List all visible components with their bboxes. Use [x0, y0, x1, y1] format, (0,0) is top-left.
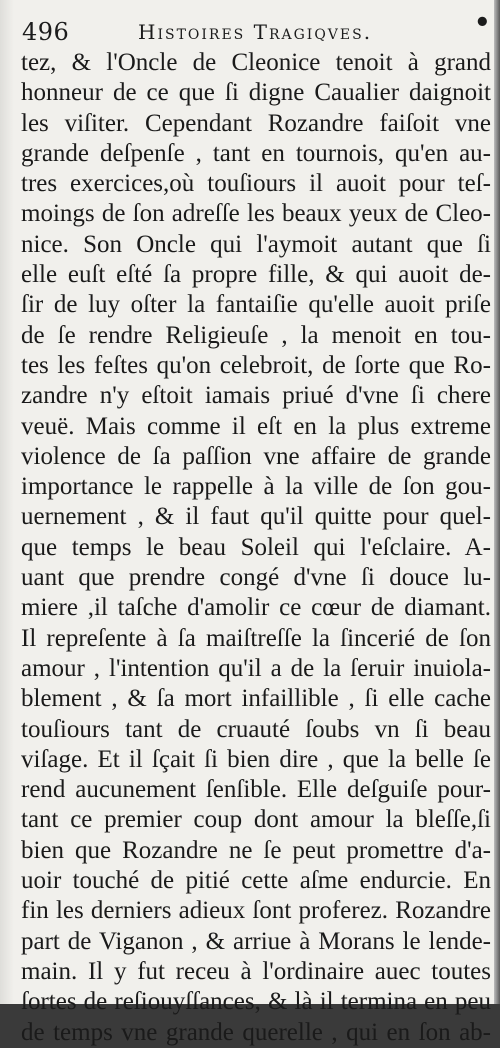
page-header [22, 8, 492, 48]
text-line: bien que Rozandre ne ſe peut promettre d'a- [21, 836, 491, 864]
text-line: amour , l'intention qu'il a de la ſeruir inuiola- [21, 654, 491, 682]
text-line: elle euſt eſté ſa propre fille, & qui auoit de- [21, 261, 491, 289]
text-line: tres exercices,où touſiours il auoit pour teſ- [21, 170, 491, 198]
text-line: main. Il y fut receu à l'ordinaire auec toutes [21, 957, 491, 985]
text-line: uoir touché de pitié cette aſme endurcie. En [21, 867, 491, 895]
text-line: nice. Son Oncle qui l'aymoit autant que ſi [21, 230, 491, 258]
page-fore-edge [494, 0, 500, 1004]
text-line: blement , & ſa mort infaillible , ſi elle cache [21, 685, 491, 713]
text-line: les viſiter. Cependant Rozandre faiſoit vne [21, 109, 491, 137]
text-line: uernement , & il faut qu'il quitte pour quel- [21, 503, 491, 531]
text-line: que temps le beau Soleil qui l'eſclaire. A- [21, 533, 491, 561]
text-line: moings de ſon adreſſe les beaux yeux de Cleo- [21, 200, 491, 228]
text-line: ſir de luy oſter la fantaiſie qu'elle auoit priſe [21, 291, 491, 319]
text-line: tes les feſtes qu'on celebroit, de ſorte que Ro- [21, 351, 491, 379]
text-line: de ſe rendre Religieuſe , la menoit en tou- [21, 321, 491, 349]
text-line: tez, & l'Oncle de Cleonice tenoit à grand [21, 49, 491, 76]
text-line: rend aucunement ſenſible. Elle deſguiſe pour- [21, 776, 491, 804]
body-text [21, 48, 491, 1048]
text-line: zandre n'y eſtoit iamais priué d'vne ſi chere [21, 382, 491, 410]
text-line: ſortes de reſiouyſſances, & là il termina en peu [21, 988, 491, 1016]
text-line: touſiours tant de cruauté ſoubs vn ſi beau [21, 715, 491, 743]
text-line: uant que prendre congé d'vne ſi douce lu- [21, 564, 491, 592]
text-line: grande deſpenſe , tant en tournois, qu'en au- [21, 139, 491, 167]
text-line: Il repreſente à ſa maiſtreſſe la ſincerié de ſon [21, 624, 491, 652]
header-ornament: • [474, 8, 491, 38]
text-line: tant ce premier coup dont amour la bleſſe,ſi [21, 806, 491, 834]
gutter-shadow [0, 0, 14, 1004]
text-line: part de Viganon , & arriue à Morans le lende- [21, 927, 491, 955]
text-line: importance le rappelle à la ville de ſon gou- [21, 473, 491, 501]
text-line: de temps vne grande querelle , qui en ſon ab- [21, 1018, 491, 1046]
text-line: violence de ſa paſſion vne affaire de grande [21, 442, 491, 470]
text-line: veuë. Mais comme il eſt en la plus extreme [21, 412, 491, 440]
text-line: honneur de ce que ſi digne Caualier daignoit [21, 79, 491, 107]
running-head: Histoires Tragiqves. [138, 20, 373, 44]
text-line: fin les derniers adieux ſont proferez. Rozandre [21, 897, 491, 925]
text-line: miere ,il taſche d'amolir ce cœur de diamant. [21, 594, 491, 622]
text-line: viſage. Et il ſçait ſi bien dire , que la belle ſe [21, 745, 491, 773]
page-number: 496 [22, 18, 70, 46]
